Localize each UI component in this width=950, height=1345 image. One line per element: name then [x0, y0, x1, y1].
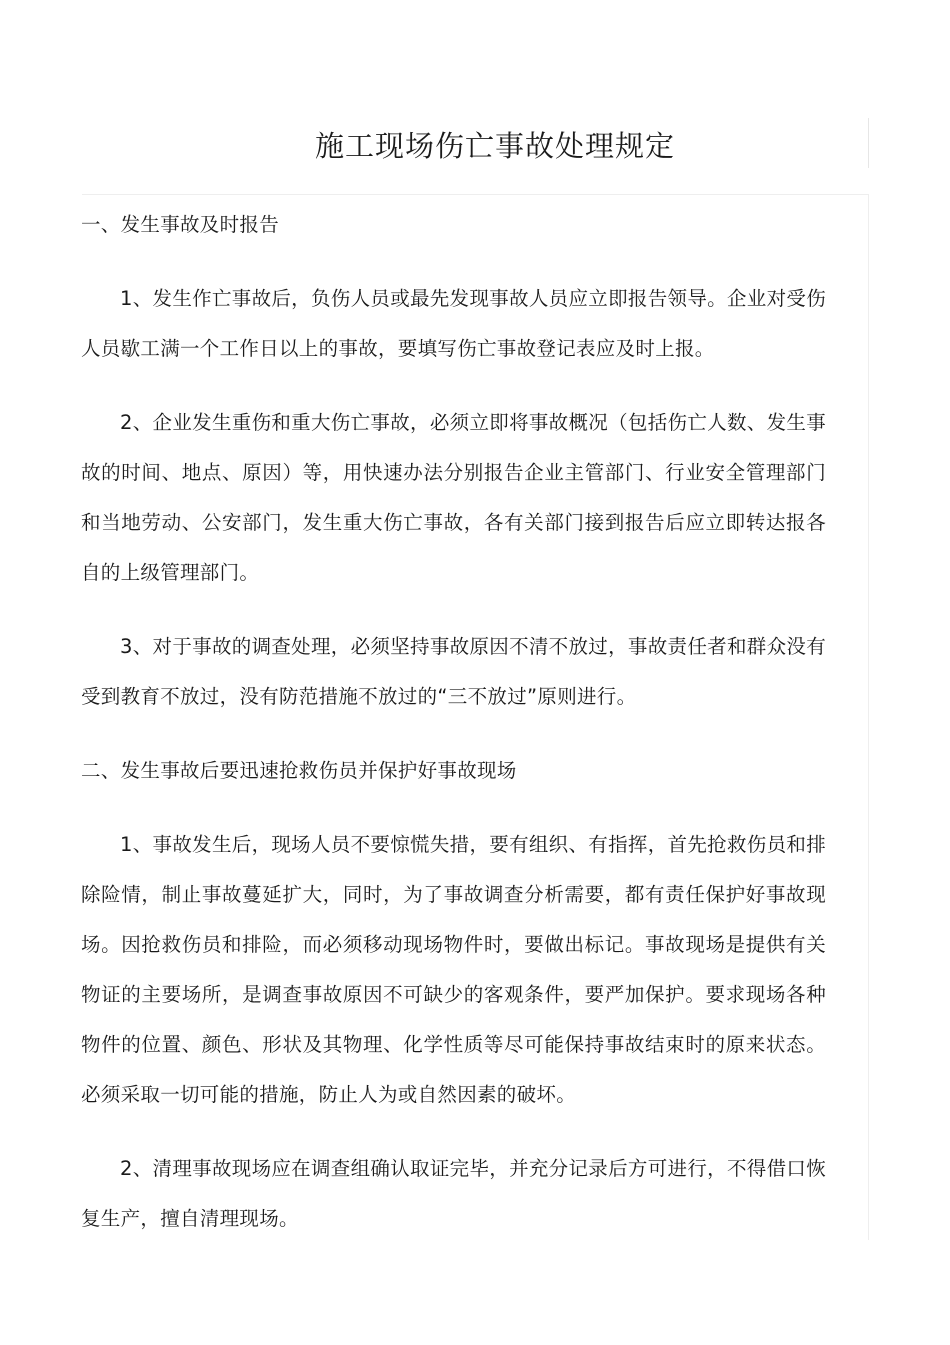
title-divider	[82, 194, 869, 195]
section-1-paragraph-3: 3、对于事故的调查处理，必须坚持事故原因不清不放过，事故责任者和群众没有受到教育不放过，没有防范措施不放过的“三不放过”原则进行。	[81, 635, 826, 708]
margin-rule-right	[868, 195, 869, 1240]
section-1-paragraph-1: 1、发生作亡事故后，负伤人员或最先发现事故人员应立即报告领导。企业对受伤人员歇工满一个工作日以上的事故，要填写伤亡事故登记表应及时上报。	[81, 287, 826, 360]
section-heading-1: 一、发生事故及时报告	[81, 213, 280, 236]
document-title: 施工现场伤亡事故处理规定	[314, 129, 675, 163]
section-2-paragraph-1: 1、事故发生后，现场人员不要惊慌失措，要有组织、有指挥，首先抢救伤员和排除险情，制止事故蔓延扩大，同时，为了事故调查分析需要，都有责任保护好事故现场。因抢救伤员和排险，而必须移动现场物件时，要做出标记。事故现场是提供有关物证的主要场所，是调查事故原因不可缺少的客观条件，要严加保护。要求现场各种物件的位置、颜色、形状及其物理、化学性质等尽可能保持事故结束时的原来状态。必须采取一切可能的措施，防止人为或自然因素的破坏。	[81, 833, 826, 1106]
section-heading-2: 二、发生事故后要迅速抢救伤员并保护好事故现场	[81, 759, 517, 782]
margin-rule-top	[868, 118, 869, 168]
section-1-paragraph-2: 2、企业发生重伤和重大伤亡事故，必须立即将事故概况（包括伤亡人数、发生事故的时间、地点、原因）等，用快速办法分别报告企业主管部门、行业安全管理部门和当地劳动、公安部门，发生重大伤亡事故，各有关部门接到报告后应立即转达报各自的上级管理部门。	[81, 411, 826, 584]
section-2-paragraph-2: 2、清理事故现场应在调查组确认取证完毕，并充分记录后方可进行，不得借口恢复生产，擅自清理现场。	[81, 1157, 826, 1230]
document-body	[81, 200, 826, 1244]
